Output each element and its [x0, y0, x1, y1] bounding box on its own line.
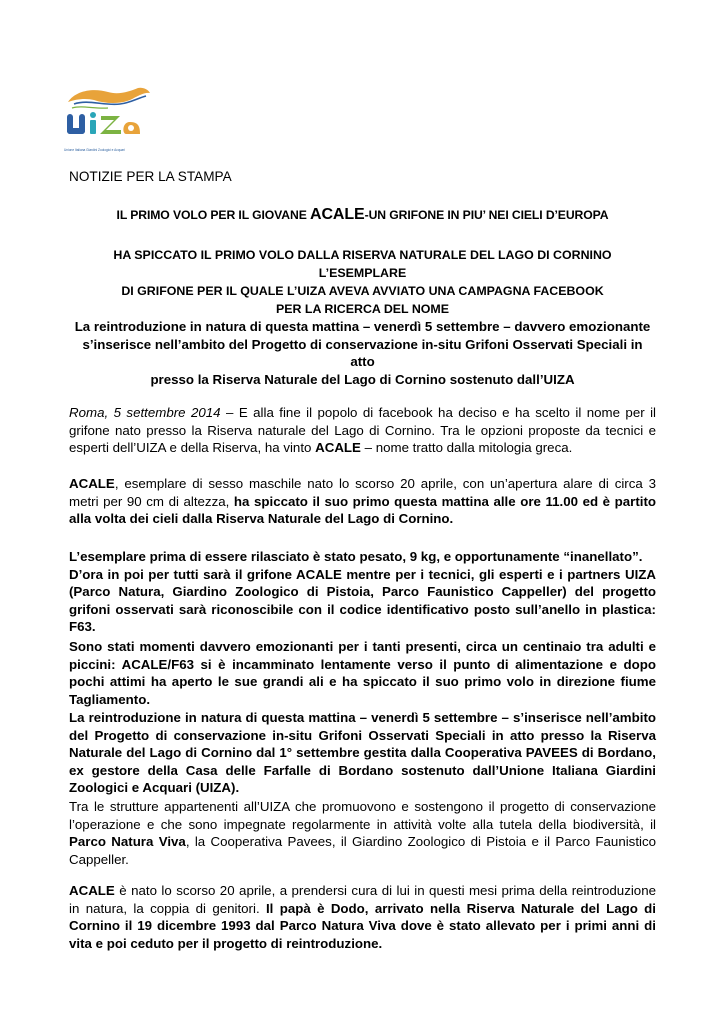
paragraph-text: è nato lo scorso 20 aprile, a prendersi cura di lui in questi mesi prima della reintroduzione in natura, la coppia di genitori. [69, 883, 656, 916]
uiza-logo [64, 84, 154, 156]
paragraph-parents [69, 882, 656, 952]
headline [69, 206, 656, 224]
paragraph-text: , esemplare di sesso maschile nato lo scorso 20 aprile, con un’apertura alare di circa 3 metri per 90 cm di altezza, [69, 476, 656, 509]
paragraph-bold: ha spiccato il suo primo questa mattina alle ore 11.00 ed è partito alla volta dei cieli dalla Riserva Naturale del Lago di Cornino. [69, 493, 657, 527]
headline-post: -UN GRIFONE IN PIU’ NEI CIELI D’EUROPA [364, 208, 609, 222]
lede-line: presso la Riserva Naturale del Lago di Cornino sostenuto dall’UIZA [150, 371, 575, 387]
subtitle-line: HA SPICCATO IL PRIMO VOLO DALLA RISERVA NATURALE DEL LAGO DI CORNINO L’ESEMPLARE [113, 248, 612, 280]
paragraph-partners [69, 798, 656, 868]
paragraph-first-flight [69, 638, 656, 708]
paragraph-text: – E alla fine il popolo di facebook ha deciso e ha scelto il nome per il grifone nato presso la Riserva naturale del Lago di Cornino. Tra le opzioni proposte da tecnici e esperti dell’UIZA e della Riserva, ha vinto [69, 405, 656, 456]
subtitle-line: DI GRIFONE PER IL QUALE L’UIZA AVEVA AVVIATO UNA CAMPAGNA FACEBOOK [121, 284, 604, 298]
grifone-name: ACALE [69, 476, 115, 491]
paragraph-ringing [69, 548, 656, 636]
grifone-name: ACALE [315, 440, 361, 456]
grifone-name: ACALE [69, 883, 115, 898]
headline-pre: IL PRIMO VOLO PER IL GIOVANE [116, 208, 311, 222]
lede [69, 318, 656, 388]
paragraph-bold: L’esemplare prima di essere rilasciato è stato pesato, 9 kg, e opportunamente “inanellato”. [69, 549, 643, 564]
headline-name: ACALE [310, 206, 365, 223]
dateline: Roma, 5 settembre 2014 [69, 405, 221, 420]
paragraph-dateline [69, 404, 656, 457]
paragraph-text: – nome tratto dalla mitologia greca. [360, 440, 573, 456]
paragraph-description [69, 475, 656, 528]
lede-line: s’inserisce nell’ambito del Progetto di conservazione in-situ Grifoni Osservati Speciali in atto [82, 336, 643, 369]
subtitle [69, 246, 656, 318]
paragraph-text: Tra le strutture appartenenti all’UIZA che promuovono e sostengono il progetto di conservazione l’operazione e che sono impegnate regolarmente in attività volte alla tutela della biodiversità, il [69, 799, 656, 832]
paragraph-bold: Il papà è Dodo, arrivato nella Riserva Naturale del Lago di Cornino il 19 dicembre 1993 dal Parco Natura Viva dove è stato allevato per i primi anni di vita e poi ceduto per il progetto di reintroduzione. [69, 900, 656, 951]
lede-line: La reintroduzione in natura di questa mattina – venerdì 5 settembre – davvero emozionante [74, 319, 651, 334]
subtitle-line: PER LA RICERCA DEL NOME [275, 302, 450, 316]
paragraph-project [69, 709, 656, 797]
paragraph-text: , la Cooperativa Pavees, il Giardino Zoologico di Pistoia e il Parco Faunistico Cappeller. [69, 834, 657, 867]
logo-caption: Unione Italiana Giardini Zoologici e Acquari [64, 148, 125, 152]
uiza-logo-graphic [64, 84, 154, 150]
paragraph-bold: La reintroduzione in natura di questa mattina – venerdì 5 settembre – s’inserisce nell’ambito del Progetto di conservazione in-situ Grifoni Osservati Speciali in atto presso la Riserva Naturale del Lago di Cornino dal 1° settembre gestita dalla Cooperativa PAVEES di Bordano, ex gestore della Casa delle Farfalle di Bordano sostenuto dall’Unione Italiana Giardini Zoologici e Acquari (UIZA). [69, 710, 656, 796]
paragraph-bold: Sono stati momenti davvero emozionanti per i tanti presenti, circa un centinaio tra adulti e piccini: ACALE/F63 si è incamminato lentamente verso il punto di alimentazione e dopo pochi attimi ha aperto le sue grandi ali e ha spiccato il suo primo volo in direzione fiume Tagliamento. [69, 639, 656, 707]
press-notice-label: NOTIZIE PER LA STAMPA [69, 169, 232, 184]
paragraph-bold: D’ora in poi per tutti sarà il grifone ACALE mentre per i tecnici, gli esperti e i partners UIZA (Parco Natura, Giardino Zoologico di Pistoia, Parco Faunistico Cappeller) del progetto grifoni osservati sarà riconoscibile con il codice identificativo posto sull’anello in plastica: F63. [69, 566, 656, 635]
partner-name: Parco Natura Viva [69, 834, 186, 850]
